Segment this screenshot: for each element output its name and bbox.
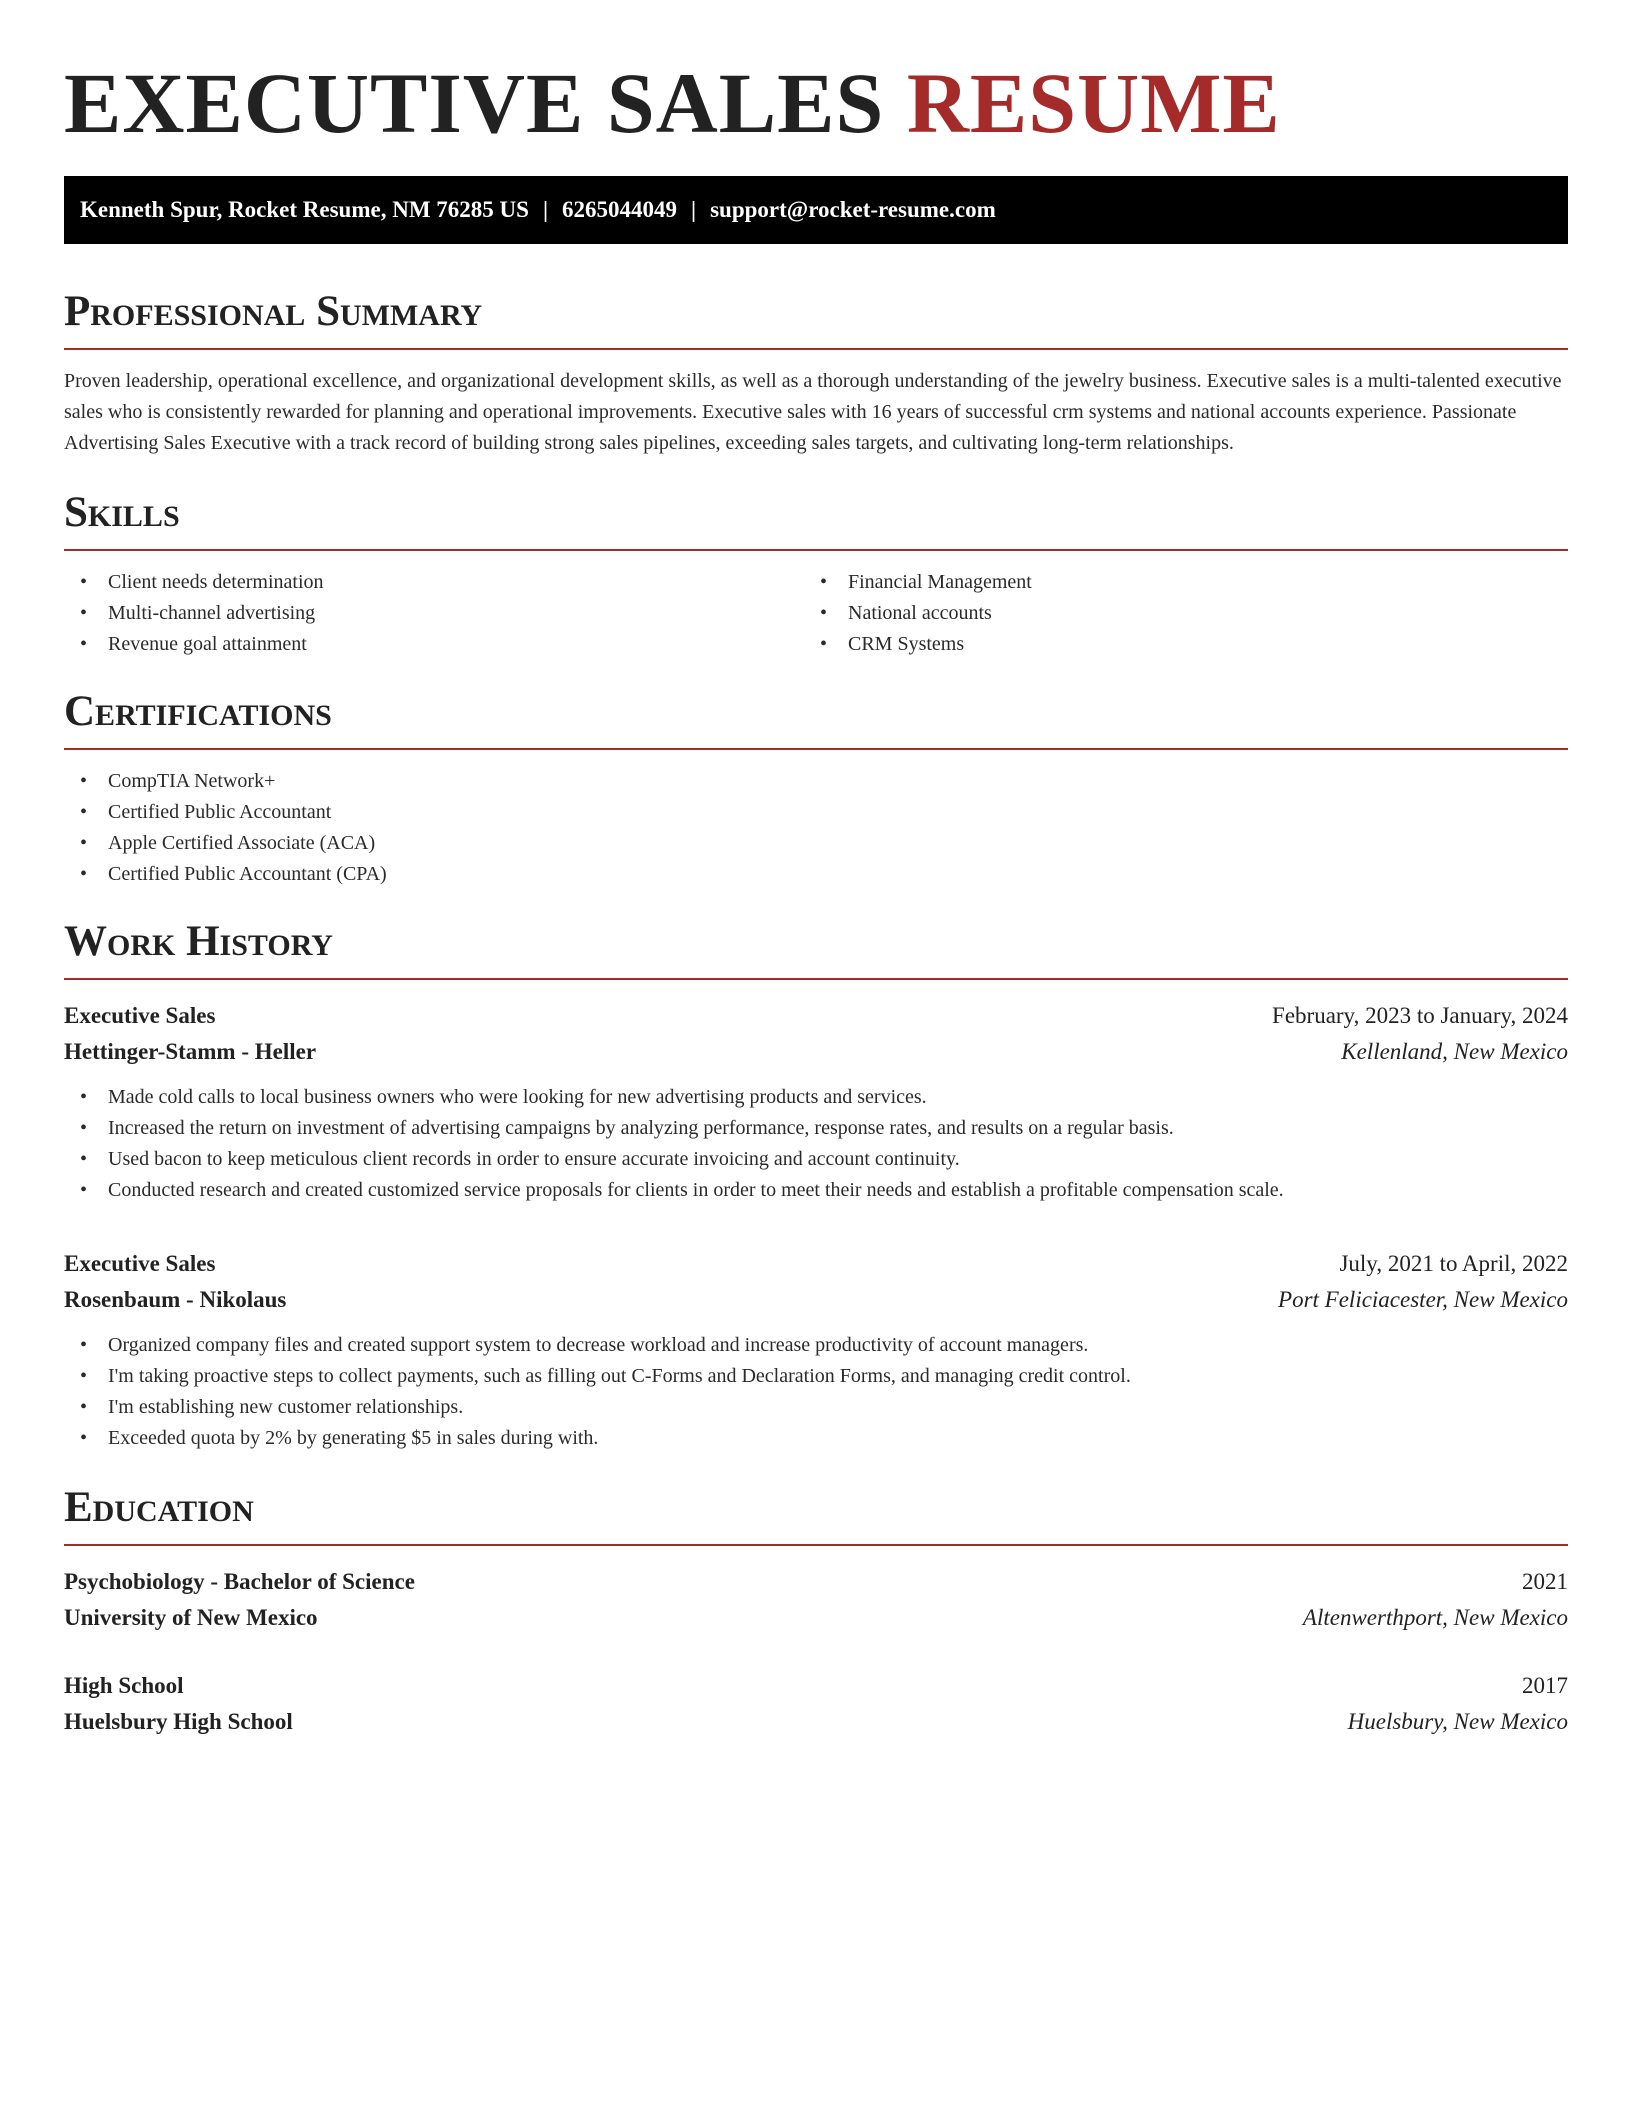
- education-school-row: [64, 1704, 1568, 1740]
- job-company-row: [64, 1034, 1568, 1070]
- education-degree: High School: [64, 1673, 184, 1698]
- skills-grid: [64, 567, 1568, 660]
- education-school: University of New Mexico: [64, 1605, 318, 1630]
- job-company: Rosenbaum - Nikolaus: [64, 1287, 287, 1312]
- resume-page: [64, 0, 1568, 1740]
- job-title-row: [64, 998, 1568, 1034]
- certifications-heading: Certifications: [64, 686, 1568, 750]
- skills-section: [64, 487, 1568, 660]
- education-degree-row: [64, 1668, 1568, 1704]
- education-year: 2021: [1522, 1569, 1568, 1594]
- education-section: [64, 1482, 1568, 1740]
- job-bullet: • Made cold calls to local business owners who were looking for new advertising products and services.: [64, 1082, 1568, 1113]
- education-location: Altenwerthport, New Mexico: [1302, 1605, 1568, 1630]
- job-bullet: • I'm taking proactive steps to collect payments, such as filling out C-Forms and Declaration Forms, and managing credit control.: [64, 1361, 1568, 1392]
- job-title: Executive Sales: [64, 1003, 216, 1028]
- skills-list-left: [64, 567, 804, 660]
- skill-item: • Multi-channel advertising: [64, 598, 804, 629]
- contact-email: support@rocket-resume.com: [710, 197, 996, 222]
- skill-item: • Client needs determination: [64, 567, 804, 598]
- job-entry: [64, 998, 1568, 1206]
- education-heading: Education: [64, 1482, 1568, 1546]
- job-location: Kellenland, New Mexico: [1341, 1039, 1568, 1064]
- education-year: 2017: [1522, 1673, 1568, 1698]
- resume-title: [64, 55, 1568, 151]
- job-company: Hettinger-Stamm - Heller: [64, 1039, 317, 1064]
- contact-name-address: Kenneth Spur, Rocket Resume, NM 76285 US: [80, 197, 529, 222]
- certifications-list: [64, 766, 1568, 890]
- job-bullet: • Exceeded quota by 2% by generating $5 in sales during with.: [64, 1423, 1568, 1454]
- job-entry: [64, 1246, 1568, 1454]
- education-school: Huelsbury High School: [64, 1709, 293, 1734]
- job-bullet: • Conducted research and created customized service proposals for clients in order to meet their needs and establish a profitable compensation scale.: [64, 1175, 1568, 1206]
- summary-section: [64, 286, 1568, 459]
- education-degree-row: [64, 1564, 1568, 1600]
- summary-text: Proven leadership, operational excellence, and organizational development skills, as well as a thorough understanding of the jewelry business. Executive sales is a multi-talented executive sales who is consistently rewarded for planning and operational improvements. Executive sales with 16 years of successful crm systems and national accounts experience. Passionate Advertising Sales Executive with a track record of building strong sales pipelines, exceeding sales targets, and cultivating long-term relationships.: [64, 370, 1562, 454]
- contact-bar: [64, 176, 1568, 244]
- work-history-section: [64, 916, 1568, 1454]
- certification-item: • Certified Public Accountant: [64, 797, 1568, 828]
- job-company-row: [64, 1282, 1568, 1318]
- job-bullets: [64, 1082, 1568, 1206]
- job-title-row: [64, 1246, 1568, 1282]
- job-bullet: • I'm establishing new customer relationships.: [64, 1392, 1568, 1423]
- job-dates: February, 2023 to January, 2024: [1272, 1003, 1568, 1028]
- job-dates: July, 2021 to April, 2022: [1339, 1251, 1568, 1276]
- education-entry: [64, 1668, 1568, 1740]
- work-history-heading: Work History: [64, 916, 1568, 980]
- job-bullet: • Organized company files and created support system to decrease workload and increase productivity of account managers.: [64, 1330, 1568, 1361]
- education-school-row: [64, 1600, 1568, 1636]
- job-bullet: • Increased the return on investment of advertising campaigns by analyzing performance, response rates, and results on a regular basis.: [64, 1113, 1568, 1144]
- skill-item: • Financial Management: [804, 567, 1544, 598]
- job-bullets: [64, 1330, 1568, 1454]
- skill-item: • Revenue goal attainment: [64, 629, 804, 660]
- job-title: Executive Sales: [64, 1251, 216, 1276]
- summary-heading: Professional Summary: [64, 286, 1568, 350]
- certification-item: • CompTIA Network+: [64, 766, 1568, 797]
- skills-list-right: [804, 567, 1544, 660]
- education-location: Huelsbury, New Mexico: [1347, 1709, 1568, 1734]
- contact-separator: |: [542, 197, 549, 222]
- certification-item: • Apple Certified Associate (ACA): [64, 828, 1568, 859]
- title-accent: RESUME: [906, 55, 1281, 151]
- contact-phone: 6265044049: [562, 197, 678, 222]
- skill-item: • CRM Systems: [804, 629, 1544, 660]
- skill-item: • National accounts: [804, 598, 1544, 629]
- certification-item: • Certified Public Accountant (CPA): [64, 859, 1568, 890]
- job-location: Port Feliciacester, New Mexico: [1278, 1287, 1568, 1312]
- education-entry: [64, 1564, 1568, 1636]
- certifications-section: [64, 686, 1568, 890]
- education-degree: Psychobiology - Bachelor of Science: [64, 1569, 415, 1594]
- skills-heading: Skills: [64, 487, 1568, 551]
- job-bullet: • Used bacon to keep meticulous client records in order to ensure accurate invoicing and account continuity.: [64, 1144, 1568, 1175]
- skills-column-left: [64, 567, 804, 660]
- contact-separator: |: [691, 197, 697, 222]
- skills-column-right: [804, 567, 1544, 660]
- title-main: EXECUTIVE SALES: [64, 55, 885, 151]
